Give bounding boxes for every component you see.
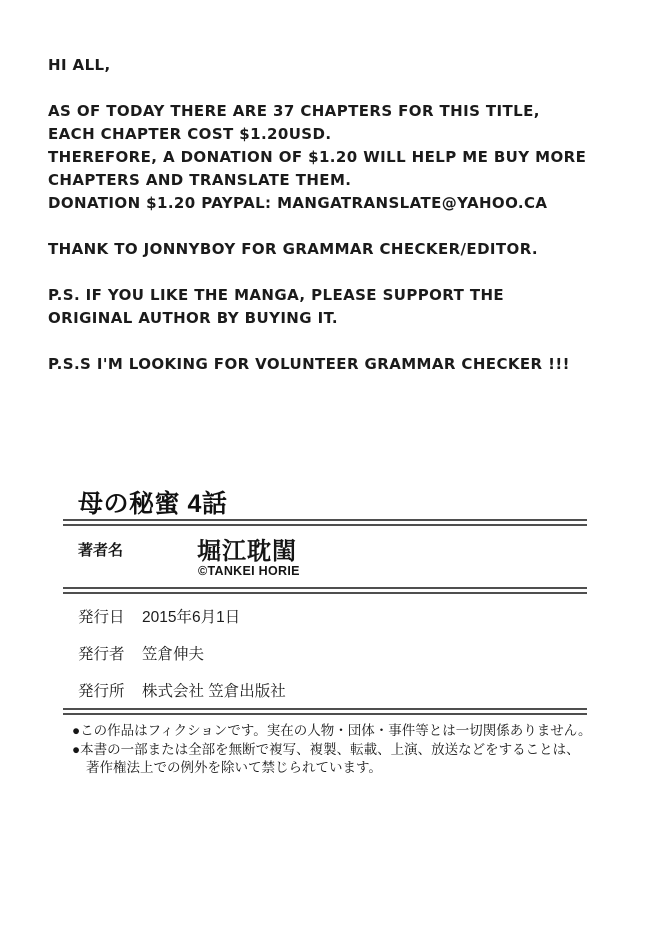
divider-under-author (63, 587, 587, 594)
note-line: ORIGINAL AUTHOR BY BUYING IT. (48, 309, 339, 327)
copyright-credit: ©TANKEI HORIE (198, 564, 300, 578)
note-line: AS OF TODAY THERE ARE 37 CHAPTERS FOR THIS TITLE, (48, 102, 540, 120)
note-paragraph-pss (48, 353, 622, 376)
note-line: P.S. IF YOU LIKE THE MANGA, PLEASE SUPPORT THE (48, 286, 505, 304)
fiction-disclaimer: ●この作品はフィクションです。実在の人物・団体・事件等とは一切関係ありません。 (72, 723, 592, 738)
publisher-row (78, 642, 204, 664)
note-line: P.S.S I'M LOOKING FOR VOLUNTEER GRAMMAR CHECKER !!! (48, 355, 570, 373)
note-line: EACH CHAPTER COST $1.20USD. (48, 125, 332, 143)
publisher-value: 笠倉伸夫 (142, 646, 205, 663)
copyright-notice-line-1: ●本書の一部または全部を無断で複写、複製、転載、上演、放送などをすることは、 (72, 741, 580, 757)
note-line: HI ALL, (48, 56, 111, 74)
author-label: 著者名 (78, 542, 124, 559)
note-line paypal-address: DONATION $1.20 PAYPAL: MANGATRANSLATE@YAHOO.CA (48, 194, 548, 212)
issue-date-row (78, 605, 240, 627)
translator-note (48, 54, 622, 399)
issue-date-label: 発行日 (78, 609, 125, 626)
divider-under-title (63, 519, 587, 526)
note-line: THEREFORE, A DONATION OF $1.20 WILL HELP ME BUY MORE (48, 148, 587, 166)
book-title: 母の秘蜜 4話 (78, 490, 228, 518)
note-greeting (48, 54, 622, 77)
note-paragraph-donation (48, 100, 622, 215)
note-paragraph-thanks (48, 238, 622, 261)
note-line: THANK TO JONNYBOY FOR GRAMMAR CHECKER/EDITOR. (48, 240, 539, 258)
divider-under-rows (63, 708, 587, 715)
publishing-house-label: 発行所 (78, 683, 125, 700)
note-line: CHAPTERS AND TRANSLATE THEM. (48, 171, 352, 189)
copyright-notice-line-2: 著作権法上での例外を除いて禁じられています。 (86, 760, 382, 775)
issue-date-value: 2015年6月1日 (142, 609, 241, 626)
author-name: 堀江耽閨 (197, 538, 297, 565)
publisher-label: 発行者 (78, 646, 125, 663)
note-paragraph-ps (48, 284, 622, 330)
legal-notices (72, 722, 622, 778)
publishing-house-value: 株式会社 笠倉出版社 (142, 683, 286, 700)
publishing-house-row (78, 679, 286, 701)
